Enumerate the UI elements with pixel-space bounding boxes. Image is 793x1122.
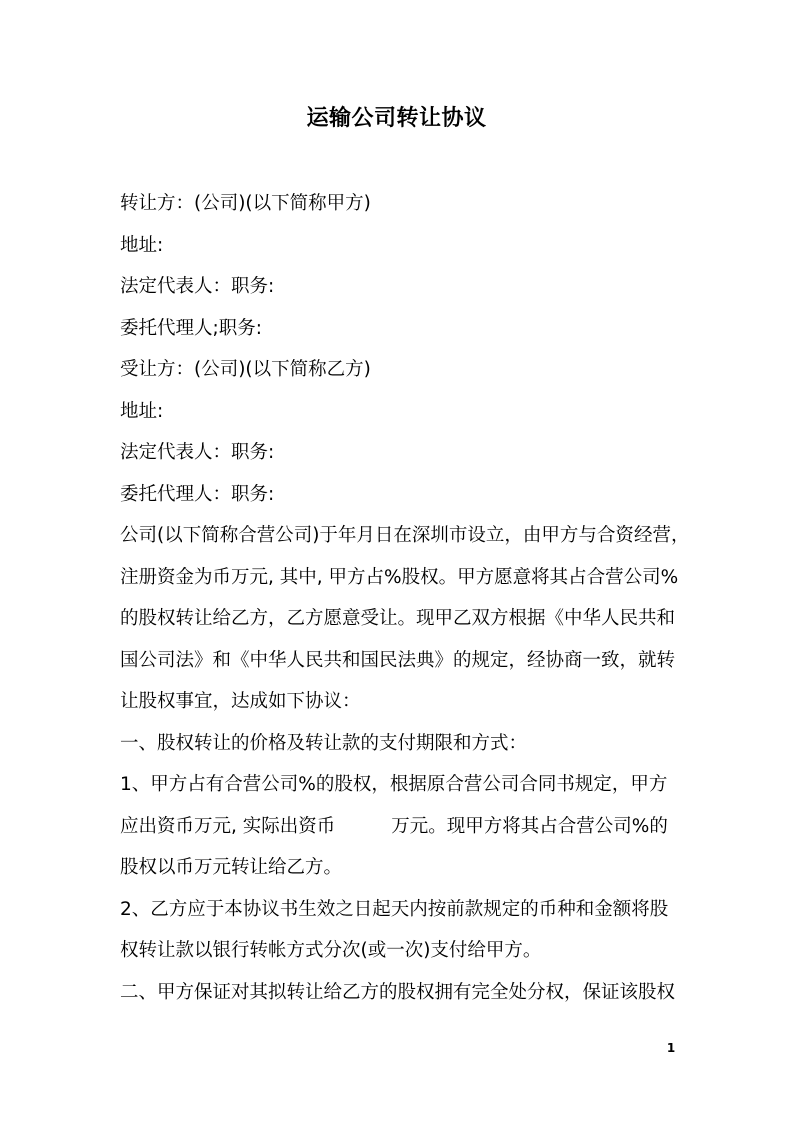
section-heading-2: 二、甲方保证对其拟转让给乙方的股权拥有完全处分权，保证该股权 [120,981,676,1003]
paragraph-line: 让股权事宜，达成如下协议： [120,691,361,712]
clause-line: 股权以币万元转让给乙方。 [120,857,343,878]
paragraph-line: 注册资金为币万元, 其中, 甲方占%股权。甲方愿意将其占合营公司% [120,566,679,588]
text-line-agent-2: 委托代理人：职务: [120,483,275,505]
text-line-address-2: 地址: [120,400,164,422]
text-line-legal-rep-1: 法定代表人：职务: [120,276,275,297]
clause-text-part: 万元。现甲方将其占合营公司%的 [391,815,668,837]
document-title: 运输公司转让协议 [306,106,487,131]
paragraph-line: 的股权转让给乙方，乙方愿意受让。现甲乙双方根据《中华人民共和 [120,608,676,629]
paragraph-line: 国公司法》和《中华人民共和国民法典》的规定，经协商一致，就转 [120,649,676,671]
page-number: 1 [666,1041,676,1055]
clause-text-part: 应出资币万元, 实际出资币 [120,815,336,837]
clause-line: 2、乙方应于本协议书生效之日起天内按前款规定的币种和金额将股 [120,898,669,920]
document-body [120,183,690,1013]
text-line-address-1: 地址: [120,234,164,256]
clause-line: 1、甲方占有合营公司%的股权，根据原合营公司合同书规定，甲方 [120,774,668,795]
section-heading-1: 一、股权转让的价格及转让款的支付期限和方式： [120,732,528,754]
text-line-agent-1: 委托代理人;职务: [120,317,262,339]
text-line-transferee: 受让方：(公司)(以下简称乙方) [120,359,371,380]
paragraph-line: 公司(以下简称合营公司)于年月日在深圳市设立，由甲方与合资经营， [120,525,690,546]
text-line-transferor: 转让方：(公司)(以下简称甲方) [120,193,371,214]
clause-line [120,806,680,848]
clause-line: 权转让款以银行转帐方式分次(或一次)支付给甲方。 [120,940,542,961]
text-line-legal-rep-2: 法定代表人：职务: [120,442,275,463]
